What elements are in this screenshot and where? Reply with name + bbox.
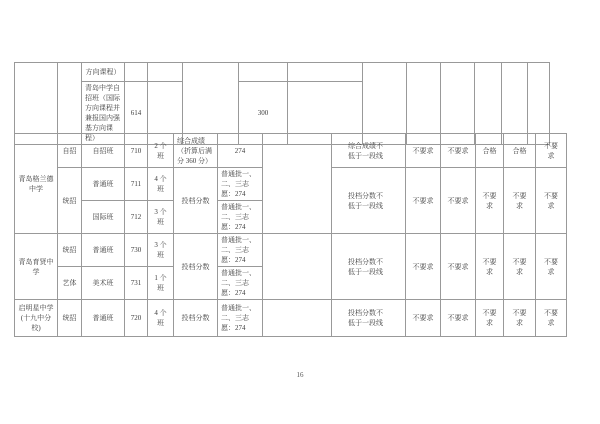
req-cell: 不要求 [406, 234, 441, 300]
req-cell: 不要求 [536, 134, 567, 168]
req-cell: 合格 [504, 134, 536, 168]
class-count-cell [148, 63, 183, 82]
page-number: 16 [296, 371, 304, 379]
requirement-cell: 投档分数不低于一段线 [332, 234, 406, 300]
category-cell: 统招 [58, 168, 82, 234]
class-count-cell: 2 个班 [148, 134, 174, 168]
class-name-cell: 美术班 [82, 267, 125, 300]
req-cell: 不要求 [441, 168, 476, 234]
req-cell: 不要求 [476, 300, 504, 337]
table-row [15, 134, 567, 168]
code-cell: 711 [125, 168, 148, 201]
req-cell: 不要求 [536, 168, 567, 234]
class-name-cell: 普通班 [82, 300, 125, 337]
req-cell: 合格 [476, 134, 504, 168]
code-cell: 614 [125, 82, 148, 145]
criterion-cell: 投档分数 [174, 300, 218, 337]
class-count-cell: 4 个班 [148, 168, 174, 201]
req-cell: 不要求 [441, 234, 476, 300]
code-cell: 712 [125, 201, 148, 234]
req-cell: 不要求 [504, 168, 536, 234]
code-cell: 730 [125, 234, 148, 267]
category-cell: 艺体 [58, 267, 82, 300]
class-name-cell: 国际班 [82, 201, 125, 234]
school-name-cell: 启明星中学(十九中分校) [15, 300, 58, 337]
code-cell: 731 [125, 267, 148, 300]
class-count-cell: 3 个班 [148, 234, 174, 267]
score-cell: 普通批一、二、三志愿：274 [218, 300, 263, 337]
category-cell: 统招 [58, 234, 82, 267]
class-name-cell: 普通班 [82, 168, 125, 201]
req-cell: 不要求 [504, 234, 536, 300]
requirement-cell: 投档分数不低于一段线 [332, 300, 406, 337]
criterion-cell: 投档分数 [174, 234, 218, 300]
class-name-cell: 青岛中学自招班（国际方向课程并兼报国内强基方向课程） [82, 82, 125, 145]
req-cell: 不要求 [476, 168, 504, 234]
req-cell: 不要求 [536, 300, 567, 337]
criterion-cell: 投档分数 [174, 168, 218, 234]
admissions-table [14, 133, 567, 337]
req-cell: 不要求 [441, 134, 476, 168]
req-cell: 不要求 [536, 234, 567, 300]
code-cell: 710 [125, 134, 148, 168]
blank-cell [263, 234, 332, 300]
score-cell: 普通批一、二、三志愿：274 [218, 234, 263, 267]
req-cell: 不要求 [441, 300, 476, 337]
score-cell: 普通批一、二、三志愿：274 [218, 267, 263, 300]
code-cell [125, 63, 148, 82]
blank-cell [288, 63, 363, 82]
blank-cell [263, 134, 332, 234]
req-cell: 不要求 [406, 168, 441, 234]
score-cell [239, 63, 288, 82]
req-cell: 不要求 [406, 134, 441, 168]
class-name-cell: 自招班 [82, 134, 125, 168]
blank-cell [263, 300, 332, 337]
criterion-cell: 综合成绩（折算后满分 360 分） [174, 134, 218, 168]
score-cell: 普通批一、二、三志愿：274 [218, 168, 263, 201]
requirement-cell: 综合成绩不低于一段线 [332, 134, 406, 168]
school-name-cell: 青岛育贤中学 [15, 234, 58, 300]
req-cell: 不要求 [504, 300, 536, 337]
score-cell: 274 [218, 134, 263, 168]
class-count-cell: 3 个班 [148, 201, 174, 234]
req-cell: 不要求 [406, 300, 441, 337]
class-name-cell: 方向课程） [82, 63, 125, 82]
req-cell: 不要求 [476, 234, 504, 300]
table-row [15, 300, 567, 337]
class-count-cell: 1 个班 [148, 267, 174, 300]
category-cell: 统招 [58, 300, 82, 337]
class-name-cell: 普通班 [82, 234, 125, 267]
category-cell: 自招 [58, 134, 82, 168]
class-count-cell: 4 个班 [148, 300, 174, 337]
table-row [15, 234, 567, 267]
requirement-cell: 投档分数不低于一段线 [332, 168, 406, 234]
code-cell: 720 [125, 300, 148, 337]
table-row [15, 63, 550, 82]
score-cell: 300 [239, 82, 288, 145]
score-cell: 普通批一、二、三志愿：274 [218, 201, 263, 234]
school-name-cell: 青岛格兰德中学 [15, 134, 58, 234]
